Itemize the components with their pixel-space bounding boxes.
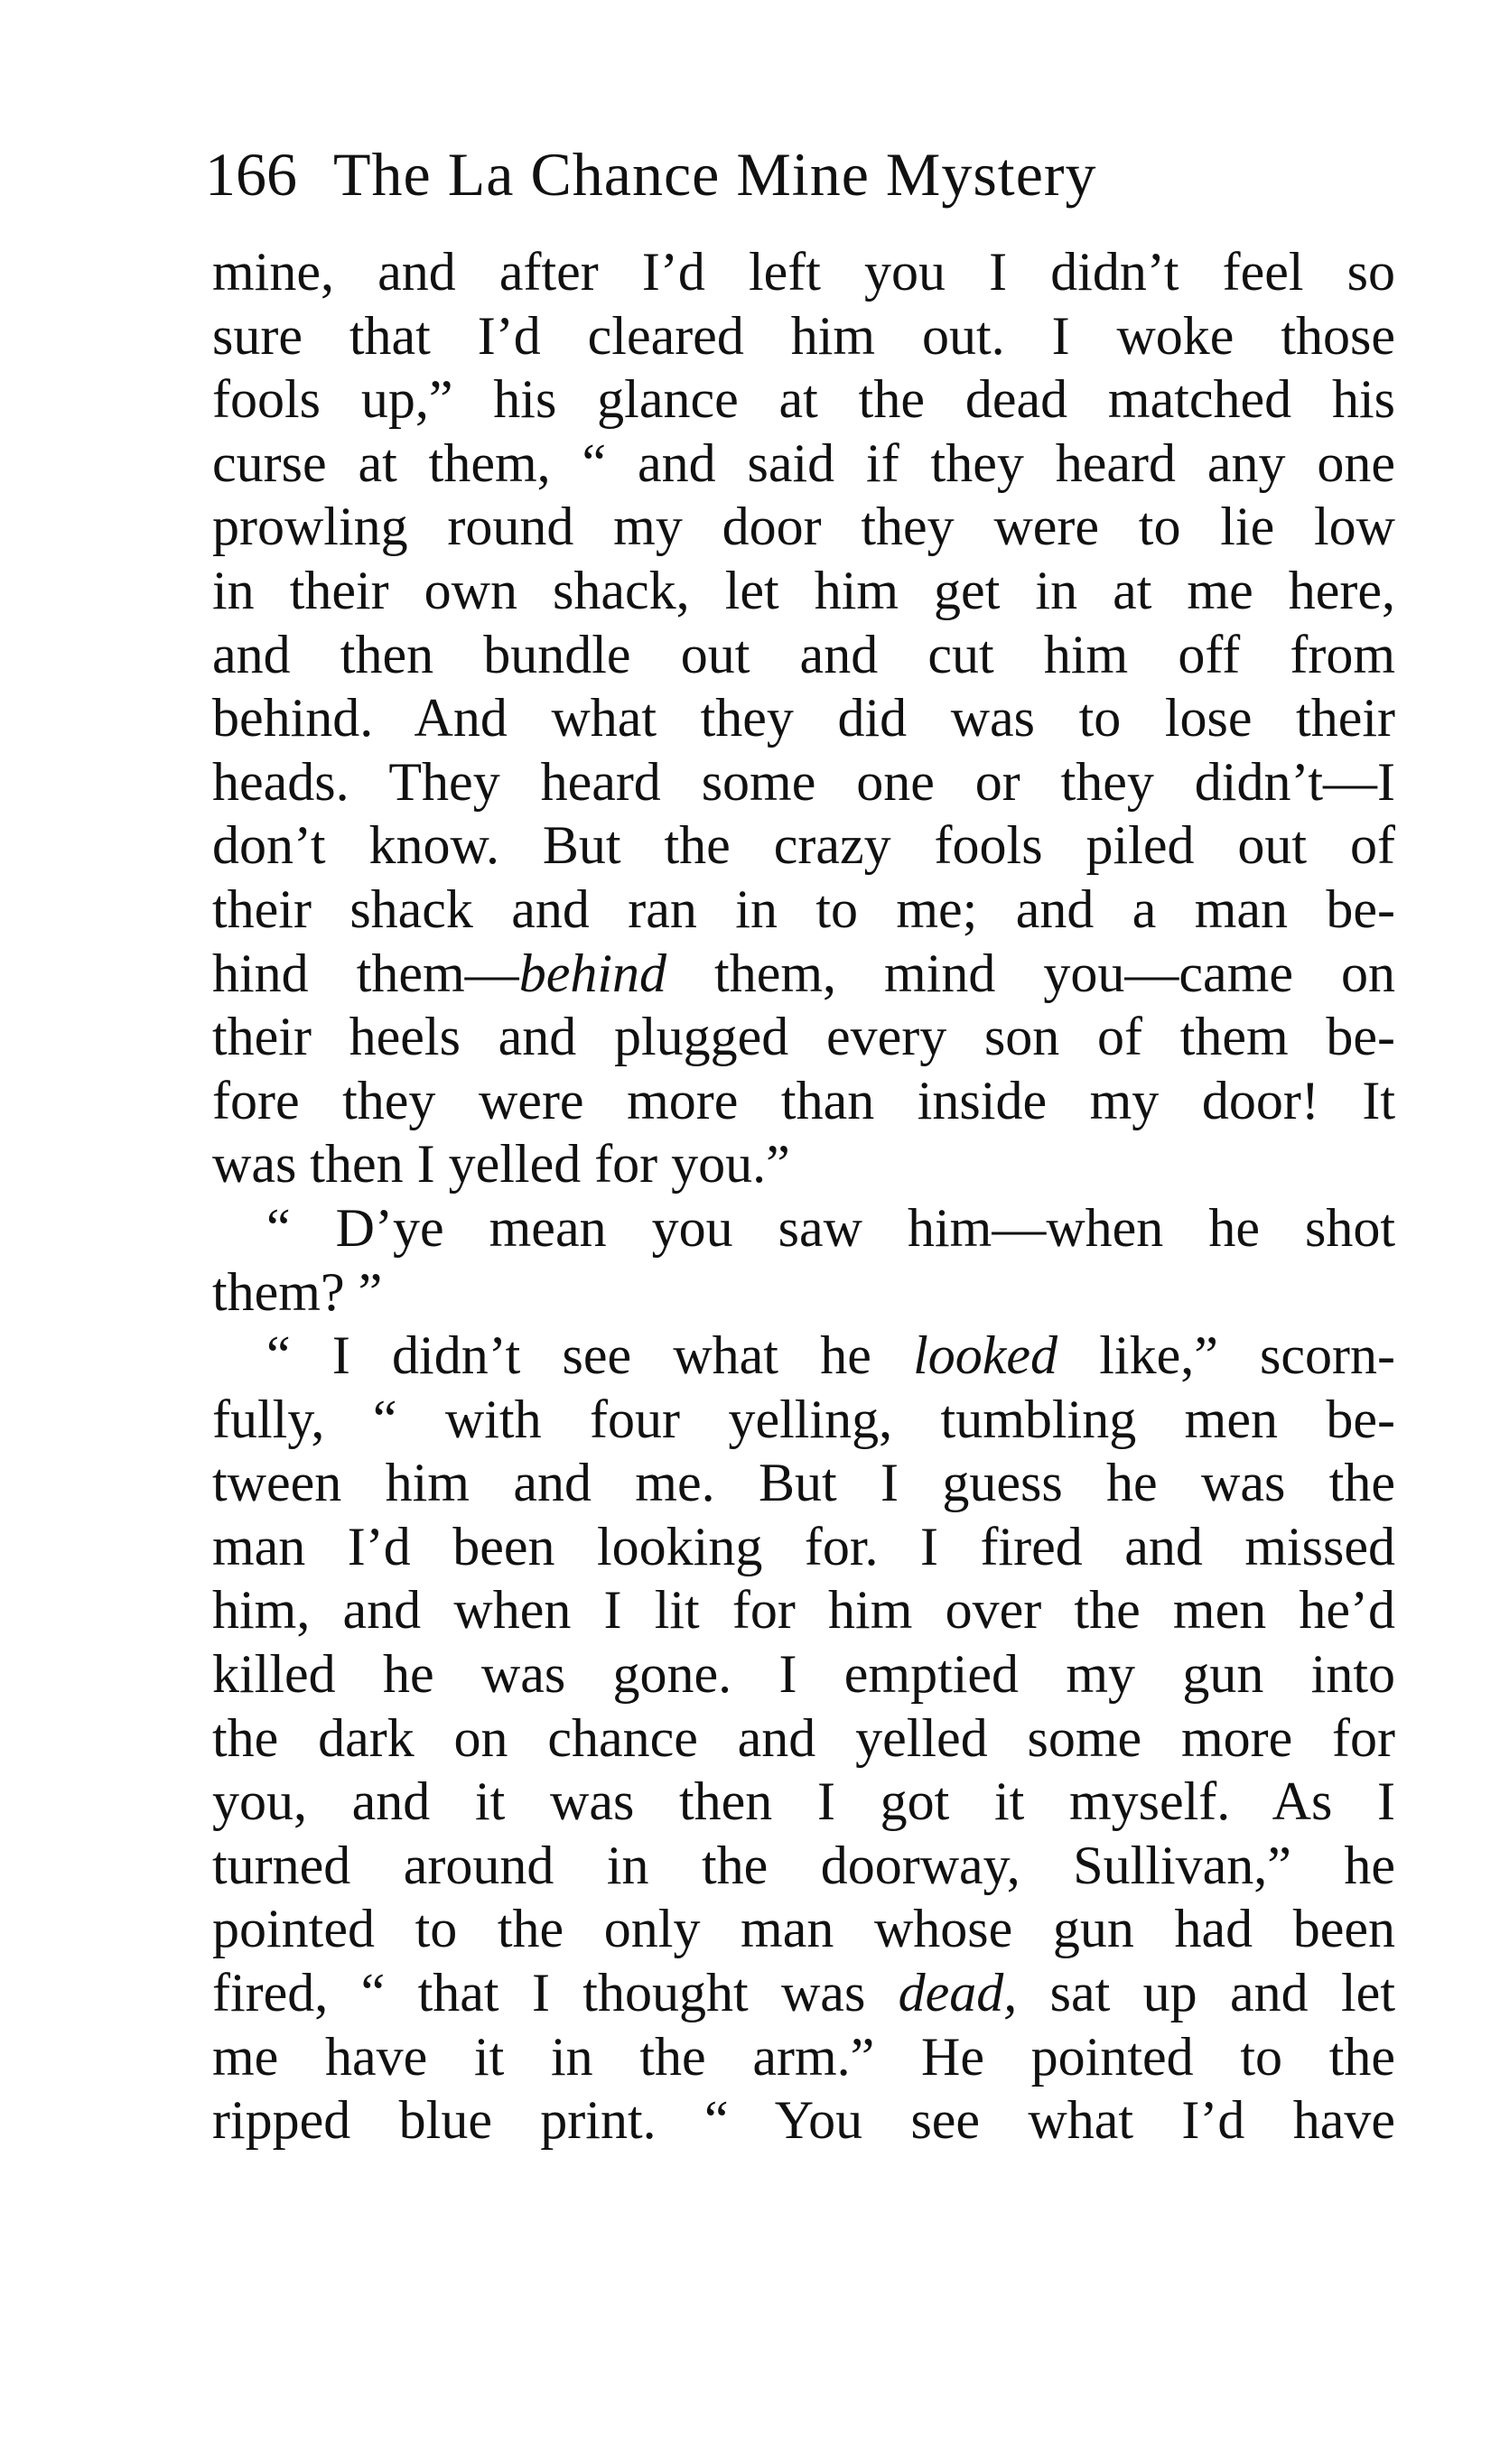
text-line: heads. They heard some one or they didn’t—I xyxy=(212,751,1395,812)
text-line: man I’d been looking for. I fired and missed xyxy=(212,1516,1395,1576)
text-line: me have it in the arm.” He pointed to the xyxy=(212,2026,1395,2087)
text-line: pointed to the only man whose gun had been xyxy=(212,1899,1395,1959)
text-line: them? ” xyxy=(212,1261,383,1322)
text-line: “ I didn’t see what he looked like,” scorn- xyxy=(266,1325,1395,1386)
book-title: The La Chance Mine Mystery xyxy=(333,140,1097,209)
italic-emphasis: dead, xyxy=(898,1963,1018,2023)
text-line: you, and it was then I got it myself. As I xyxy=(212,1771,1395,1832)
text-line: turned around in the doorway, Sullivan,” he xyxy=(212,1835,1395,1895)
body-text xyxy=(212,240,1395,2153)
text-line: their shack and ran in to me; and a man be- xyxy=(212,879,1395,939)
text-line: prowling round my door they were to lie low xyxy=(212,497,1395,557)
text-line: killed he was gone. I emptied my gun into xyxy=(212,1644,1395,1705)
text-line: fully, “ with four yelling, tumbling men be- xyxy=(212,1389,1395,1449)
text-line: sure that I’d cleared him out. I woke those xyxy=(212,305,1395,366)
text-line: fired, “ that I thought was dead, sat up and let xyxy=(212,1963,1395,2023)
text-line: tween him and me. But I guess he was the xyxy=(212,1453,1395,1513)
italic-emphasis: looked xyxy=(913,1325,1057,1386)
text-line: don’t know. But the crazy fools piled out of xyxy=(212,815,1395,876)
text-line: fore they were more than inside my door! It xyxy=(212,1070,1395,1130)
text-line: fools up,” his glance at the dead matched his xyxy=(212,369,1395,430)
text-line: behind. And what they did was to lose their xyxy=(212,688,1395,748)
text-line: him, and when I lit for him over the men he’d xyxy=(212,1580,1395,1641)
page-number: 166 xyxy=(205,140,297,209)
text-line: and then bundle out and cut him off from xyxy=(212,624,1395,684)
text-line: their heels and plugged every son of them be- xyxy=(212,1007,1395,1067)
text-line: ripped blue print. “ You see what I’d have xyxy=(212,2090,1395,2151)
text-line: was then I yelled for you.” xyxy=(212,1134,790,1195)
text-line: the dark on chance and yelled some more for xyxy=(212,1707,1395,1768)
text-line: mine, and after I’d left you I didn’t feel so xyxy=(212,242,1395,302)
running-head xyxy=(205,125,1350,224)
text-line: in their own shack, let him get in at me here, xyxy=(212,560,1395,620)
text-line: “ D’ye mean you saw him—when he shot xyxy=(266,1197,1395,1258)
text-line: hind them—behind them, mind you—came on xyxy=(212,943,1396,1003)
italic-emphasis: behind xyxy=(518,943,666,1003)
text-line: curse at them, “ and said if they heard any one xyxy=(212,432,1395,493)
